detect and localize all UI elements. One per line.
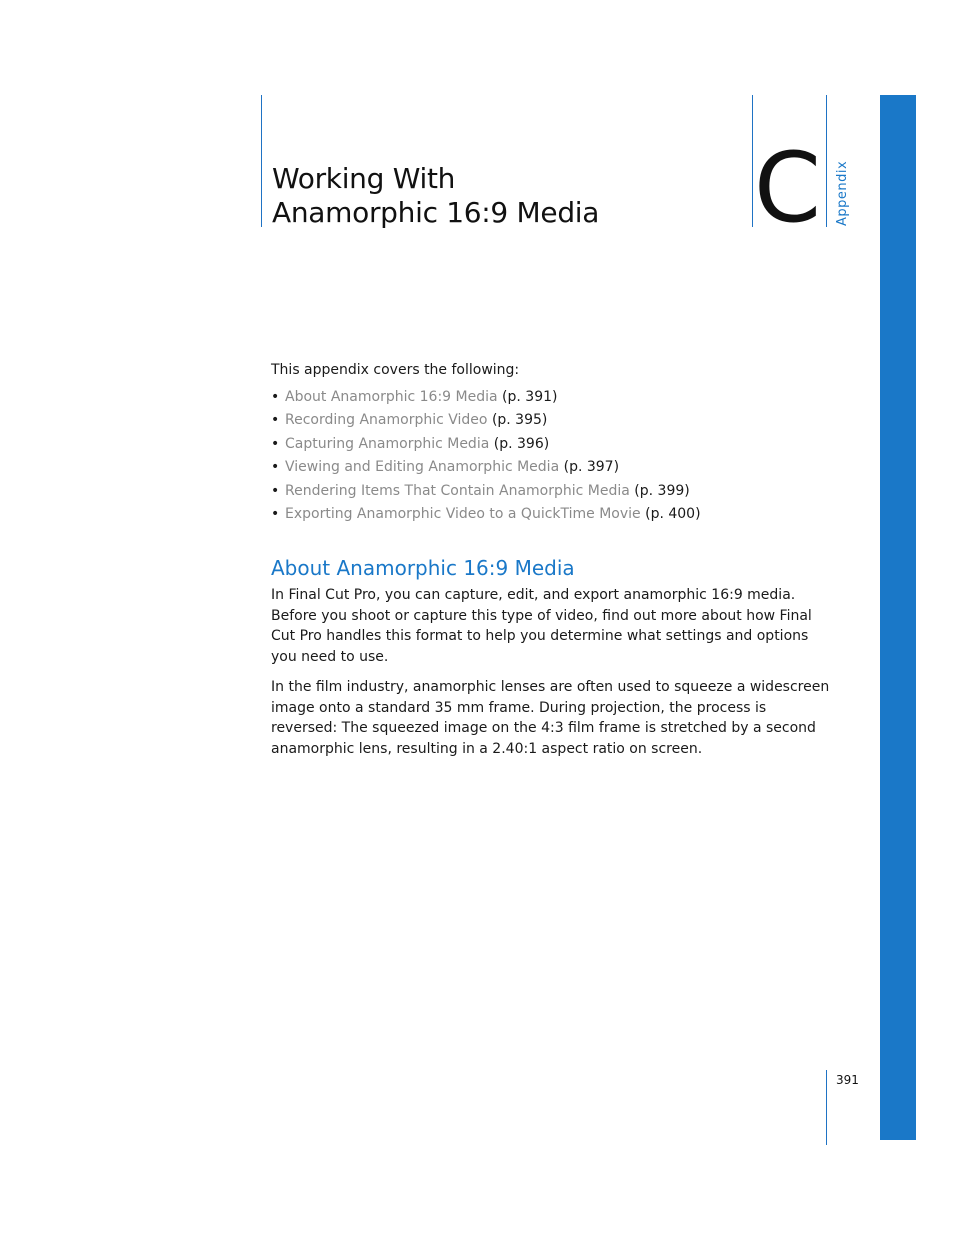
label-divider-line: [826, 95, 827, 227]
bullet-icon: •: [271, 389, 280, 405]
toc-link-viewing[interactable]: Viewing and Editing Anamorphic Media: [285, 459, 560, 476]
appendix-label: Appendix: [835, 160, 850, 226]
toc-page-ref: (p. 396): [493, 435, 550, 452]
toc-link-exporting[interactable]: Exporting Anamorphic Video to a QuickTime Movie: [285, 506, 641, 523]
toc-page-ref: (p. 397): [563, 459, 620, 476]
toc-item: [271, 480, 831, 503]
section-heading: About Anamorphic 16:9 Media: [271, 556, 575, 581]
bullet-icon: •: [271, 412, 280, 429]
toc-link-about[interactable]: About Anamorphic 16:9 Media: [285, 389, 498, 405]
chapter-letter: C: [754, 132, 822, 244]
letter-divider-line: [752, 95, 753, 227]
bullet-icon: •: [271, 459, 280, 476]
toc-item: [271, 503, 831, 526]
toc-page-ref: (p. 400): [645, 506, 701, 523]
page-number-divider-line: [826, 1070, 827, 1145]
appendix-edge-tab: [880, 95, 916, 1140]
body-paragraph: In the film industry, anamorphic lenses are often used to squeeze a widescreen image onto a standard 35 mm frame. During projection, the process is reversed: The squeezed image on the 4:3 film frame is stretched by a second anamorphic lens, resulting in a 2.40:1 aspect ratio on screen.: [271, 679, 830, 757]
toc-item: [271, 386, 831, 409]
toc-item: [271, 456, 831, 479]
toc-item: [271, 409, 831, 432]
bullet-icon: •: [271, 435, 280, 452]
main-content: [271, 359, 831, 769]
toc-link-capturing[interactable]: Capturing Anamorphic Media: [285, 435, 490, 452]
intro-text: This appendix covers the following:: [271, 362, 520, 378]
chapter-title: [272, 162, 732, 230]
toc-link-rendering[interactable]: Rendering Items That Contain Anamorphic Media: [285, 482, 630, 499]
toc-link-recording[interactable]: Recording Anamorphic Video: [285, 412, 488, 429]
toc-page-ref: (p. 391): [502, 389, 558, 405]
title-divider-line: [261, 95, 262, 227]
bullet-icon: •: [271, 482, 280, 499]
chapter-title-line2: Anamorphic 16:9 Media: [272, 196, 600, 229]
body-paragraph: In Final Cut Pro, you can capture, edit, and export anamorphic 16:9 media. Before you shoot or capture this type of video, find out more about how Final Cut Pro handles this format to help you determine what settings and options you need to use.: [271, 587, 812, 665]
toc-page-ref: (p. 399): [634, 482, 690, 499]
toc-item: [271, 433, 831, 456]
page-number: 391: [836, 1073, 859, 1087]
toc-list: [271, 386, 831, 526]
bullet-icon: •: [271, 506, 280, 523]
chapter-title-line1: Working With: [272, 162, 456, 195]
toc-page-ref: (p. 395): [491, 412, 548, 429]
